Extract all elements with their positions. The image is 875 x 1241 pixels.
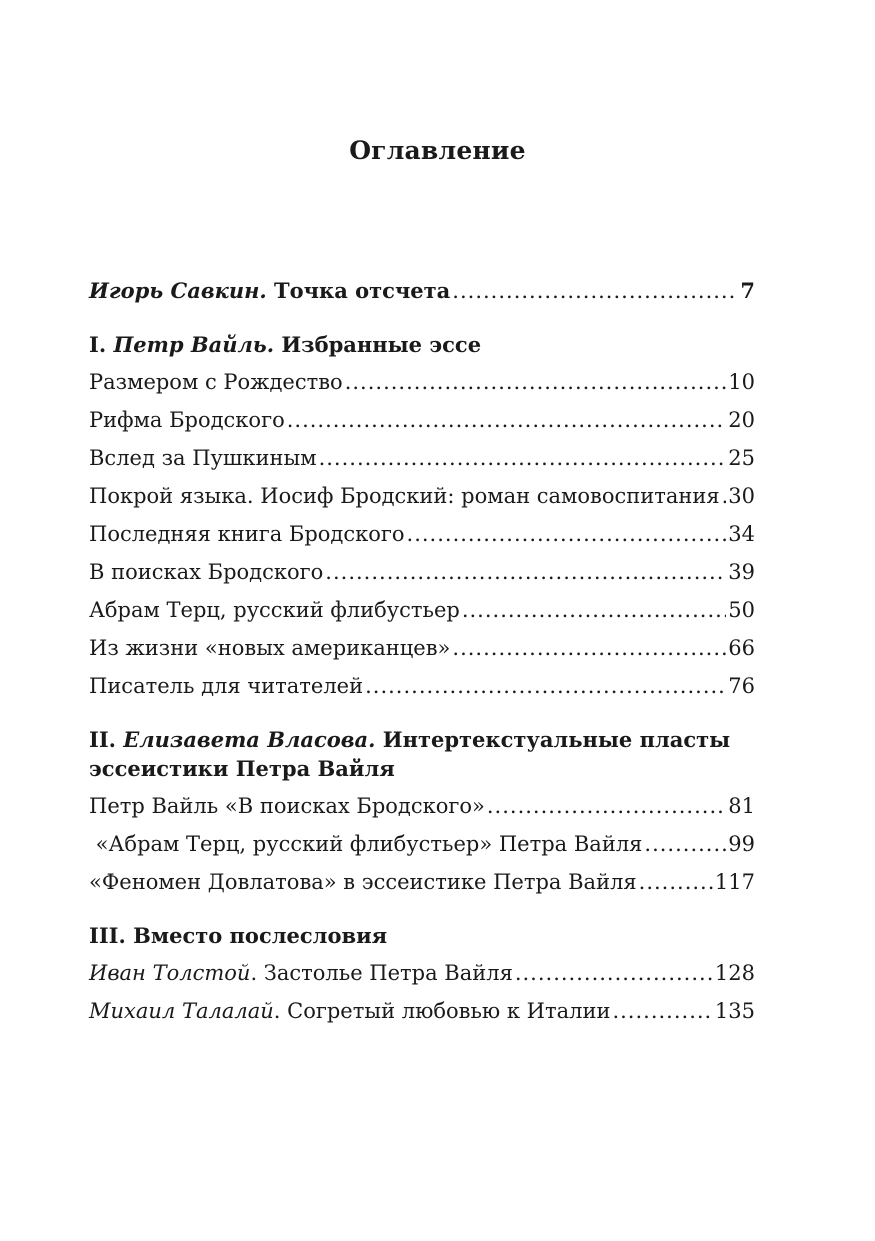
dot-leader (639, 863, 713, 901)
toc-page-number: 135 (714, 999, 755, 1023)
toc-page-number: 128 (714, 961, 755, 985)
section-heading-3: III. Вместо послесловия (89, 923, 388, 948)
dot-leader (612, 992, 712, 1030)
toc-page-number: 66 (728, 636, 755, 660)
toc-entry-title: Игорь Савкин. Точка отсчета (89, 278, 451, 303)
toc-entry-author: Михаил Талалай (89, 999, 274, 1023)
dot-leader (462, 591, 726, 629)
toc-entry-title: «Абрам Терц, русский флибустьер» Петра Вайля (89, 832, 643, 856)
toc-entry[interactable] (89, 477, 755, 515)
dot-leader (644, 825, 726, 863)
toc-entry[interactable] (89, 863, 755, 901)
toc-entry[interactable] (89, 363, 755, 401)
toc-entry[interactable] (89, 825, 755, 863)
dot-leader (325, 553, 726, 591)
toc-entry[interactable] (89, 629, 755, 667)
toc-entry-title: Покрой языка. Иосиф Бродский: роман самовоспитания (89, 484, 720, 508)
toc-entry-title: Петр Вайль «В поисках Бродского» (89, 794, 485, 818)
toc-entry-author: Игорь Савкин. (89, 278, 267, 303)
toc-entry-title: Писатель для читателей (89, 674, 364, 698)
section-heading-2: II. Елизавета Власова. Интертекстуальные пласты эссеистики Петра Вайля (89, 727, 731, 781)
toc-page-number: 76 (728, 674, 755, 698)
toc-entry-title: «Феномен Довлатова» в эссеистике Петра Вайля (89, 870, 637, 894)
toc-entry-title: Михаил Талалай. Согретый любовью к Италии (89, 999, 611, 1023)
toc-page-number: 50 (728, 598, 755, 622)
section-heading-1: I. Петр Вайль. Избранные эссе (89, 332, 482, 357)
toc-page-number: 34 (728, 522, 755, 546)
dot-leader (487, 787, 726, 825)
toc-entry[interactable] (89, 553, 755, 591)
toc-page-number: 20 (728, 408, 755, 432)
toc-page-number: 7 (740, 278, 755, 303)
toc-entry-title: Рифма Бродского (89, 408, 285, 432)
toc-page-number: 81 (728, 794, 755, 818)
table-of-contents (89, 272, 755, 1030)
toc-page-number: 117 (714, 870, 755, 894)
toc-entry-title: В поисках Бродского (89, 560, 324, 584)
toc-entry[interactable] (89, 515, 755, 553)
toc-entry-title: Размером с Рождество (89, 370, 343, 394)
toc-page-number: 25 (728, 446, 755, 470)
dot-leader (452, 629, 726, 667)
toc-entry[interactable] (89, 667, 755, 705)
dot-leader (365, 667, 726, 705)
toc-entry-title: Иван Толстой. Застолье Петра Вайля (89, 961, 513, 985)
dot-leader (287, 401, 727, 439)
dot-leader (319, 439, 727, 477)
dot-leader (722, 477, 727, 515)
toc-entry-author: Иван Толстой (89, 961, 251, 985)
dot-leader (345, 363, 727, 401)
toc-page-number: 30 (728, 484, 755, 508)
toc-entry-title: Последняя книга Бродского (89, 522, 405, 546)
dot-leader (407, 515, 727, 553)
toc-entry[interactable] (89, 591, 755, 629)
toc-entry[interactable] (89, 992, 755, 1030)
dot-leader (515, 954, 713, 992)
toc-entry[interactable] (89, 787, 755, 825)
toc-page-number: 39 (728, 560, 755, 584)
page-title: Оглавление (349, 136, 526, 165)
dot-leader (452, 272, 738, 310)
toc-entry-intro[interactable] (89, 272, 755, 310)
toc-entry[interactable] (89, 401, 755, 439)
toc-page-number: 99 (728, 832, 755, 856)
toc-entry-title: Абрам Терц, русский флибустьер (89, 598, 460, 622)
toc-page-number: 10 (728, 370, 755, 394)
toc-entry-title: Из жизни «новых американцев» (89, 636, 451, 660)
toc-entry-title: Вслед за Пушкиным (89, 446, 317, 470)
toc-entry[interactable] (89, 439, 755, 477)
toc-entry[interactable] (89, 954, 755, 992)
